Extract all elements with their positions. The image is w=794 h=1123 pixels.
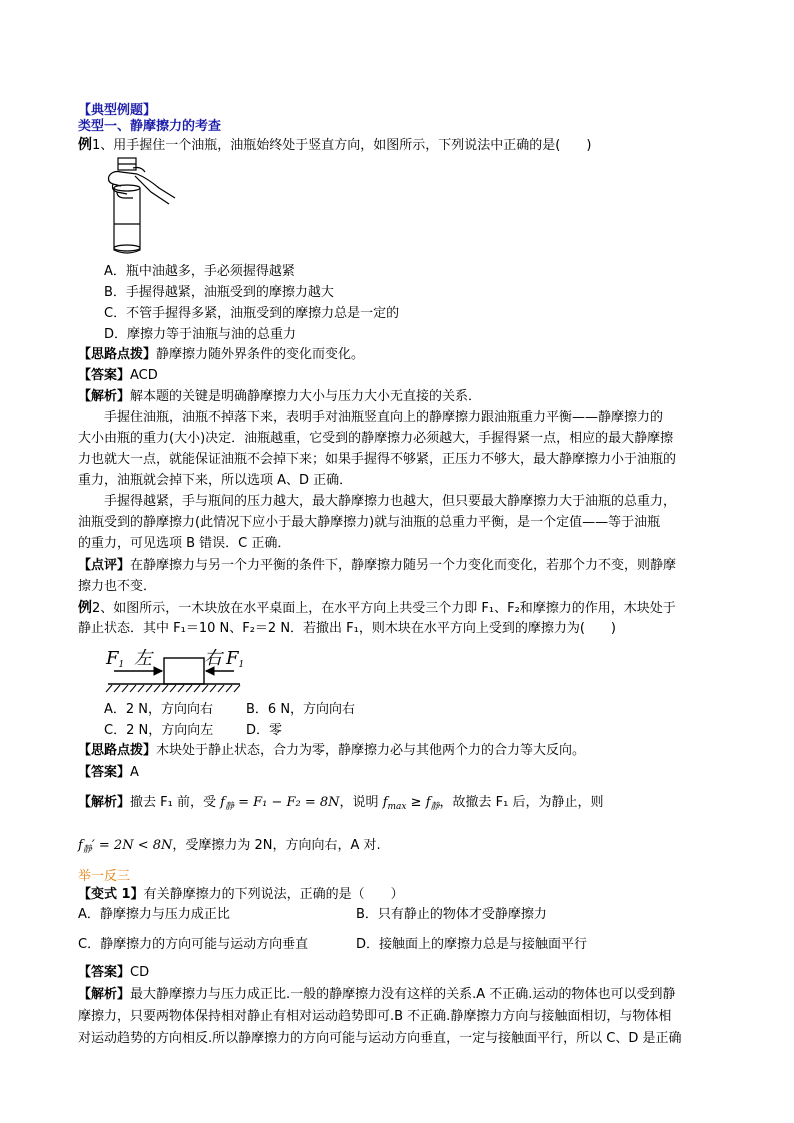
- hint-label: 【思路点拨】: [78, 743, 157, 758]
- analysis-label: 【解析】: [78, 987, 131, 1002]
- v1-analysis-0: [78, 985, 675, 1005]
- v1-option-d: D．接触面上的摩擦力总是与接触面平行: [356, 937, 588, 952]
- answer-label: 【答案】: [78, 965, 131, 980]
- q2-stem-1: 静止状态．其中 F₁＝10 N、F₂＝2 N．若撤出 F₁，则木块在水平方向上受到的摩擦力为( ): [78, 621, 617, 636]
- q1-answer: [78, 366, 158, 386]
- block-forces-drawing: [104, 642, 244, 698]
- q2-stem-0: [78, 598, 676, 619]
- v1-option-a: A．静摩擦力与压力成正比: [78, 907, 230, 922]
- q1-text: 1、用手握住一个油瓶，油瓶始终处于竖直方向，如图所示，下列说法中正确的是( ): [92, 138, 592, 153]
- answer-text: CD: [130, 965, 150, 980]
- right-label: 右: [204, 648, 222, 669]
- q2-option-d: D．零: [246, 723, 283, 738]
- section-practice: 举一反三: [78, 869, 131, 884]
- comment-text: 在静摩擦力与另一个力平衡的条件下，静摩擦力随另一个力变化而变化，若那个力不变，则静摩: [130, 558, 677, 573]
- q1-option-b: B．手握得越紧，油瓶受到的摩擦力越大: [104, 285, 334, 300]
- q2-option-b: B．6 N，方向向右: [246, 702, 356, 717]
- comment-label: 【点评】: [78, 558, 131, 573]
- section-heading: 【典型例题】: [78, 103, 157, 118]
- q1-analysis-2: 大小由瓶的重力(大小)决定．油瓶越重，它受到的静摩擦力必须越大，手握得紧一点，相应的最大静摩擦: [78, 431, 674, 446]
- q2-text: 2、如图所示，一木块放在水平桌面上，在水平方向上共受三个力即 F₁、F₂和摩擦力的作用，木块处于: [92, 601, 676, 616]
- q1-option-a: A．瓶中油越多，手必须握得越紧: [104, 264, 295, 279]
- variant-text: 有关静摩擦力的下列说法，正确的是（ ）: [143, 887, 404, 902]
- f1-label: $F_1$: [106, 648, 125, 670]
- oil-bottle-hand-figure: [103, 154, 185, 258]
- q1-analysis-4: 重力，油瓶就会掉下来，所以选项 A、D 正确．: [78, 473, 353, 488]
- fmax-symbol: $f_{max}$: [382, 795, 407, 812]
- q1-analysis-3: 力也就大一点，就能保证油瓶不会掉下来；如果手握得不够紧，正压力不够大，最大静摩擦力小于油瓶的: [78, 452, 677, 467]
- analysis-text: 解本题的关键是明确静摩擦力大小与压力大小无直接的关系．: [130, 389, 482, 404]
- answer-label: 【答案】: [78, 765, 131, 780]
- hint-text: 静摩擦力随外界条件的变化而变化。: [156, 347, 365, 362]
- v1-answer: [78, 963, 149, 983]
- q1-analysis-5: 手握得越紧，手与瓶间的压力越大，最大静摩擦力也越大，但只要最大静摩擦力大于油瓶的总重力，: [104, 494, 677, 509]
- v1-analysis-1: 摩擦力，只要两物体保持相对静止有相对运动趋势即可.B 不正确.静摩擦力方向与接触面相切，与物体相: [78, 1009, 672, 1024]
- q1-analysis-0: [78, 387, 481, 407]
- q2-hint: [78, 741, 585, 761]
- q1-option-d: D．摩擦力等于油瓶与油的总重力: [104, 327, 297, 342]
- analysis-text: 最大静摩擦力与压力成正比.一般的静摩擦力没有这样的关系.A 不正确.运动的物体也可以受到静: [130, 987, 676, 1002]
- q2-answer: [78, 763, 139, 783]
- q2-option-a: A．2 N，方向向右: [104, 702, 214, 717]
- v1-option-b: B．只有静止的物体才受静摩擦力: [356, 907, 547, 922]
- q1-stem: [78, 135, 591, 156]
- q1-option-c: C．不管手握得多紧，油瓶受到的摩擦力总是一定的: [104, 306, 400, 321]
- f-static-symbol: $f_静$: [220, 795, 234, 812]
- q1-analysis-7: 的重力，可见选项 B 错误．C 正确．: [78, 536, 291, 551]
- q2-analysis-0: 【解析】撤去 F₁ 前，受 $f_静 = F_1 - F_2 = 8N$，说明 $f_{max} \ge f_静$，故撤去 F₁ 后，为静止，则: [78, 795, 604, 812]
- q1-hint: [78, 345, 364, 365]
- example-label: 例: [78, 137, 92, 153]
- analysis-label: 【解析】: [78, 795, 131, 810]
- variant-label: 【变式 1】: [78, 887, 144, 902]
- q1-analysis-6: 油瓶受到的静摩擦力(此情况下应小于最大静摩擦力)就与油瓶的总重力平衡，是一个定值——等于油瓶: [78, 515, 661, 530]
- v1-option-c: C．静摩擦力的方向可能与运动方向垂直: [78, 937, 309, 952]
- hint-label: 【思路点拨】: [78, 347, 157, 362]
- f-static-prime: $f_静$: [78, 838, 92, 855]
- f2-label: $F_1$: [226, 648, 245, 670]
- q1-comment-1: 擦力也不变．: [78, 579, 157, 594]
- analysis-label: 【解析】: [78, 389, 131, 404]
- answer-label: 【答案】: [78, 368, 131, 383]
- answer-text: ACD: [130, 368, 158, 383]
- q1-comment-0: [78, 556, 676, 576]
- type-heading: 类型一、静摩擦力的考查: [78, 119, 222, 134]
- v1-analysis-2: 对运动趋势的方向相反.所以静摩擦力的方向可能与运动方向垂直，一定与接触面平行，所以 C、D 是正确: [78, 1031, 682, 1046]
- example-label: 例: [78, 600, 92, 616]
- block-forces-figure: [104, 642, 244, 698]
- hint-text: 木块处于静止状态，合力为零，静摩擦力必与其他两个力的合力等大反向。: [156, 743, 586, 758]
- q1-analysis-1: 手握住油瓶，油瓶不掉落下来，表明手对油瓶竖直向上的静摩擦力跟油瓶重力平衡——静摩擦力的: [104, 410, 664, 425]
- left-label: 左: [134, 648, 152, 669]
- q2-option-c: C．2 N，方向向左: [104, 723, 214, 738]
- v1-stem: [78, 885, 404, 905]
- answer-text: A: [130, 765, 139, 780]
- q2-analysis-1: $f_静' = 2N < 8N$，受摩擦力为 2N，方向向右，A 对.: [78, 838, 381, 855]
